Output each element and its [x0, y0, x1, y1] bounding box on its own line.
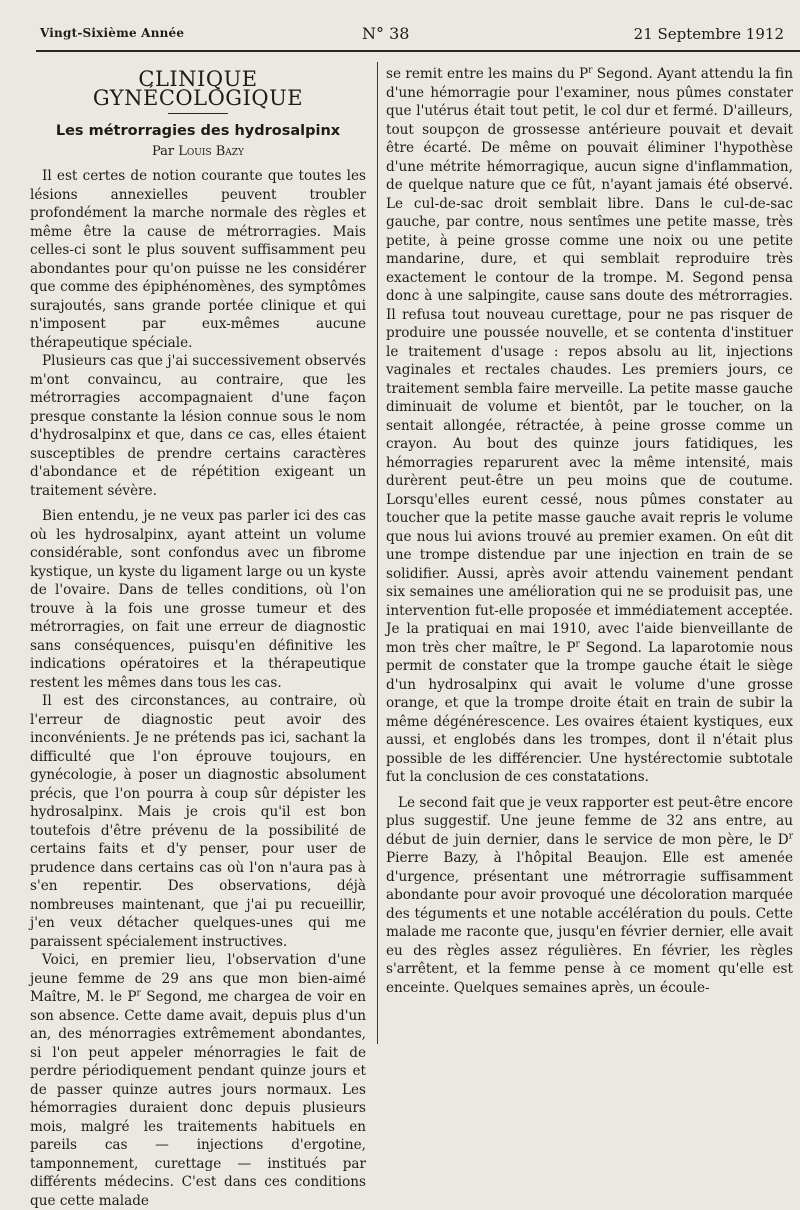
section-title: CLINIQUE GYNÉCOLOGIQUE	[92, 67, 304, 110]
left-column	[30, 65, 366, 1210]
column-divider	[377, 62, 378, 1044]
article-title: Les métrorragies des hydrosalpinx	[55, 123, 341, 139]
paragraph: Bien entendu, je ne veux pas parler ici des cas où les hydrosalpinx, ayant atteint un volume considérable, sont confondus avec un fibrome kystique, un kyste du ligament large ou un kyste de l'ovaire. Dans de telles conditions, où l'on trouve à la fois une grosse tumeur et des métrorragies, on fait une erreur de diagnostic sans conséquences, puisqu'en définitive les indications opératoires et la thérapeutique restent les mêmes dans tous les cas.	[30, 508, 366, 691]
byline	[30, 143, 366, 162]
paragraph: Il est certes de notion courante que toutes les lésions annexielles peuvent troubler profondément la marche normale des règles et même être la cause de métrorragies. Mais celles-ci sont le plus souvent suffisamment peu abondantes pour qu'on puisse ne les considérer que comme des épiphénomènes, des symptômes surajoutés, sans grande portée clinique et qui n'imposent par eux-mêmes aucune thérapeutique spéciale.	[30, 168, 366, 351]
paragraph: se remit entre les mains du $P^r$ Segond. Ayant attendu la fin d'une hémorragie pour l'examiner, nous pûmes constater que l'utérus était tout petit, le col dur et fermé. D'ailleurs, tout soupçon de grossesse antérieure pouvait et devait être écarté. De même on pouvait éliminer l'hypothèse d'une métrite hémorragique, aucun signe d'inflammation, de quelque nature que ce fût, n'ayant jamais été observé. Le cul-de-sac droit semblait libre. Dans le cul-de-sac gauche, par contre, nous sentîmes une petite masse, très petite, à peine grosse comme une noix ou une petite mandarine, dure, et qui semblait reproduire très exactement le contour de la trompe. M. Segond pensa donc à une salpingite, cause sans doute des métrorragies. Il refusa tout nouveau curettage, pour ne pas risquer de produire une poussée nouvelle, et se contenta d'instituer le traitement d'usage : repos absolu au lit, injections vaginales et rectales chaudes. Les premiers jours, ce traitement sembla faire merveille. La petite masse gauche diminuait de volume et bientôt, par le toucher, on la sentait allongée, rétractée, à peine grosse comme un crayon. Au bout des quinze jours fatidiques, les hémorragies reparurent avec la même intensité, mais durèrent peut-être un peu moins que de coutume. Lorsqu'elles eurent cessé, nous pûmes constater au toucher que la petite masse gauche avait repris le volume que nous lui avions trouvé au premier examen. On eût dit une trompe distendue par une injection en train de se solidifier. Aussi, après avoir attendu vainement pendant six semaines une amélioration qui ne se produisit pas, une intervention fut-elle proposée et immédiatement acceptée. Je la pratiquai en mai 1910, avec l'aide bienveillante de mon très cher maître, le $P^r$ Segond. La laparotomie nous permit de constater que la trompe gauche était le siège d'un hydrosalpinx qui avait le volume d'une grosse orange, et que la trompe droite était en train de subir la même dégénérescence. Les ovaires étaient kystiques, eux aussi, et englobés dans les trompes, dont il n'était plus possible de les différencier. Une hystérectomie subtotale fut la conclusion de ces constatations.	[386, 65, 793, 785]
byline-author: Louis Bazy	[178, 143, 244, 159]
issue-date: 21 Septembre 1912	[633, 25, 784, 43]
paragraph: Plusieurs cas que j'ai successivement observés m'ont convaincu, au contraire, que les métrorragies accompagnaient d'une façon presque constante la lésion connue sous le nom d'hydrosalpinx et que, dans ce cas, elles étaient susceptibles de prendre certains caractères d'abondance et de répétition exigeant un traitement sévère.	[30, 353, 366, 499]
paragraph: Le second fait que je veux rapporter est peut-être encore plus suggestif. Une jeune femme de 32 ans entre, au début de juin dernier, dans le service de mon père, le $D^r$ Pierre Bazy, à l'hôpital Beaujon. Elle est amenée d'urgence, présentant une métrorragie suffisamment abondante pour avoir provoqué une décoloration marquée des téguments et une notable accélération du pouls. Cette malade me raconte que, jusqu'en février dernier, elle avait eu des règles assez régulières. En février, les règles s'arrêtent, et la femme pense à ce moment qu'elle est enceinte. Quelques semaines après, un écoule-	[386, 794, 794, 996]
issue-number: N° 38	[362, 24, 410, 43]
header-rule	[36, 50, 800, 52]
paragraph: Voici, en premier lieu, l'observation d'une jeune femme de 29 ans que mon bien-aimé Maître, M. le $P^r$ Segond, me chargea de voir en son absence. Cette dame avait, depuis plus d'un an, des ménorragies extrêmement abondantes, si l'on peut appeler ménorragies le fait de perdre périodiquement pendant quinze jours et de passer quinze autres jours normaux. Les hémorragies duraient donc depuis plusieurs mois, malgré les traitements habituels en pareils cas — injections d'ergotine, tamponnement, curettage — institués par différents médecins. C'est dans ces conditions que cette malade	[30, 952, 366, 1209]
right-column	[386, 65, 793, 997]
running-head	[40, 24, 784, 46]
title-rule	[168, 113, 228, 114]
issue-year: Vingt-Sixième Année	[40, 26, 185, 40]
paragraph: Il est des circonstances, au contraire, où l'erreur de diagnostic peut avoir des inconvénients. Je ne prétends pas ici, sachant la difficulté que l'on éprouve toujours, en gynécologie, à poser un diagnostic absolument précis, que l'on pourra à coup sûr dépister les hydrosalpinx. Mais je crois qu'il est bon toutefois d'être prévenu de la possibilité de certains faits et d'y penser, pour user de prudence dans certains cas où l'on n'aura pas à s'en repentir. Des observations, déjà nombreuses maintenant, que j'ai pu recueillir, j'en veux détacher quelques-unes qui me paraissent spécialement instructives.	[30, 693, 366, 950]
byline-prefix: Par	[152, 143, 175, 159]
